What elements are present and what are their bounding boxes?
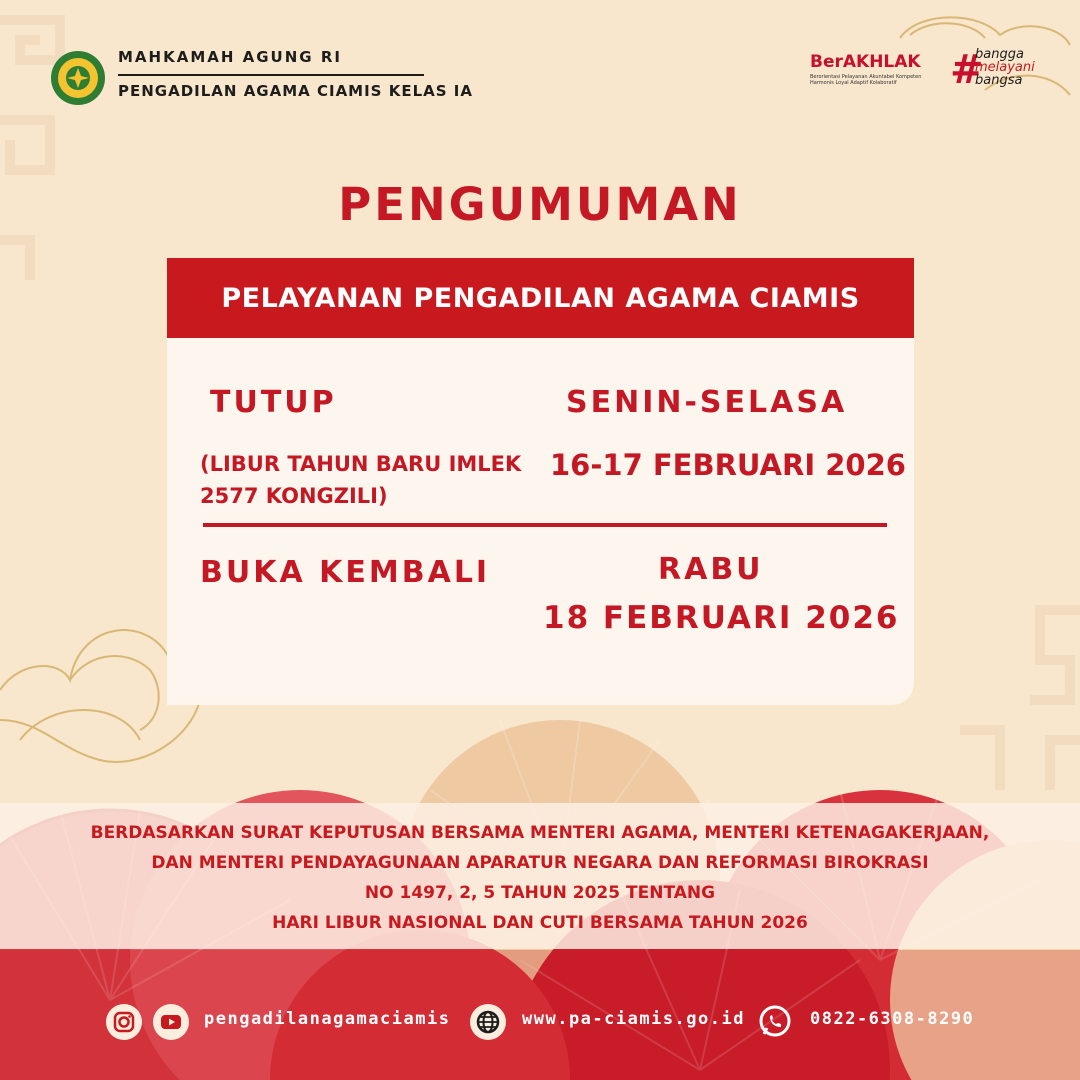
holiday-reason: (LIBUR TAHUN BARU IMLEK 2577 KONGZILI)	[200, 452, 522, 508]
phone-number[interactable]: 0822-6308-8290	[810, 1009, 975, 1029]
berakhlak-logo: BerAKHLAK	[810, 52, 921, 72]
bangga-melayani-text: bangga melayani bangsa	[975, 47, 1035, 88]
website-link[interactable]: www.pa-ciamis.go.id	[522, 1009, 745, 1029]
page-title: PENGUMUMAN	[338, 178, 742, 231]
org-name-bottom: PENGADILAN AGAMA CIAMIS KELAS IA	[118, 82, 473, 100]
closed-days: SENIN-SELASA	[566, 385, 848, 420]
instagram-icon[interactable]	[106, 1004, 142, 1040]
reopen-day: RABU	[658, 552, 764, 587]
header-divider	[118, 74, 424, 76]
closed-label: TUTUP	[210, 385, 337, 420]
youtube-icon[interactable]	[153, 1004, 189, 1040]
legal-note: BERDASARKAN SURAT KEPUTUSAN BERSAMA MENTERI AGAMA, MENTERI KETENAGAKERJAAN, DAN MENTERI PENDAYAGUNAAN APARATUR NEGARA DAN REFORMASI BIROKRASI NO 1497, 2, 5 TAHUN 2025 TENTANG HARI LIBUR NASIONAL DAN CUTI BERSAMA TAHUN 2026	[90, 823, 990, 933]
card-divider	[203, 523, 887, 527]
reopen-label: BUKA KEMBALI	[200, 555, 491, 590]
whatsapp-icon[interactable]	[756, 1003, 794, 1041]
bangga-melayani-logo: #	[950, 47, 984, 93]
social-handle[interactable]: pengadilanagamaciamis	[204, 1009, 451, 1029]
berakhlak-tagline: Berorientasi Pelayanan Akuntabel Kompeten Harmonis Loyal Adaptif Kolaboratif	[810, 74, 922, 86]
org-name-top: MAHKAMAH AGUNG RI	[118, 48, 342, 66]
card-header-text: PELAYANAN PENGADILAN AGAMA CIAMIS	[221, 283, 860, 314]
globe-icon[interactable]	[470, 1004, 506, 1040]
reopen-date: 18 FEBRUARI 2026	[543, 600, 900, 636]
court-logo	[50, 50, 106, 106]
closed-date: 16-17 FEBRUARI 2026	[550, 448, 906, 482]
